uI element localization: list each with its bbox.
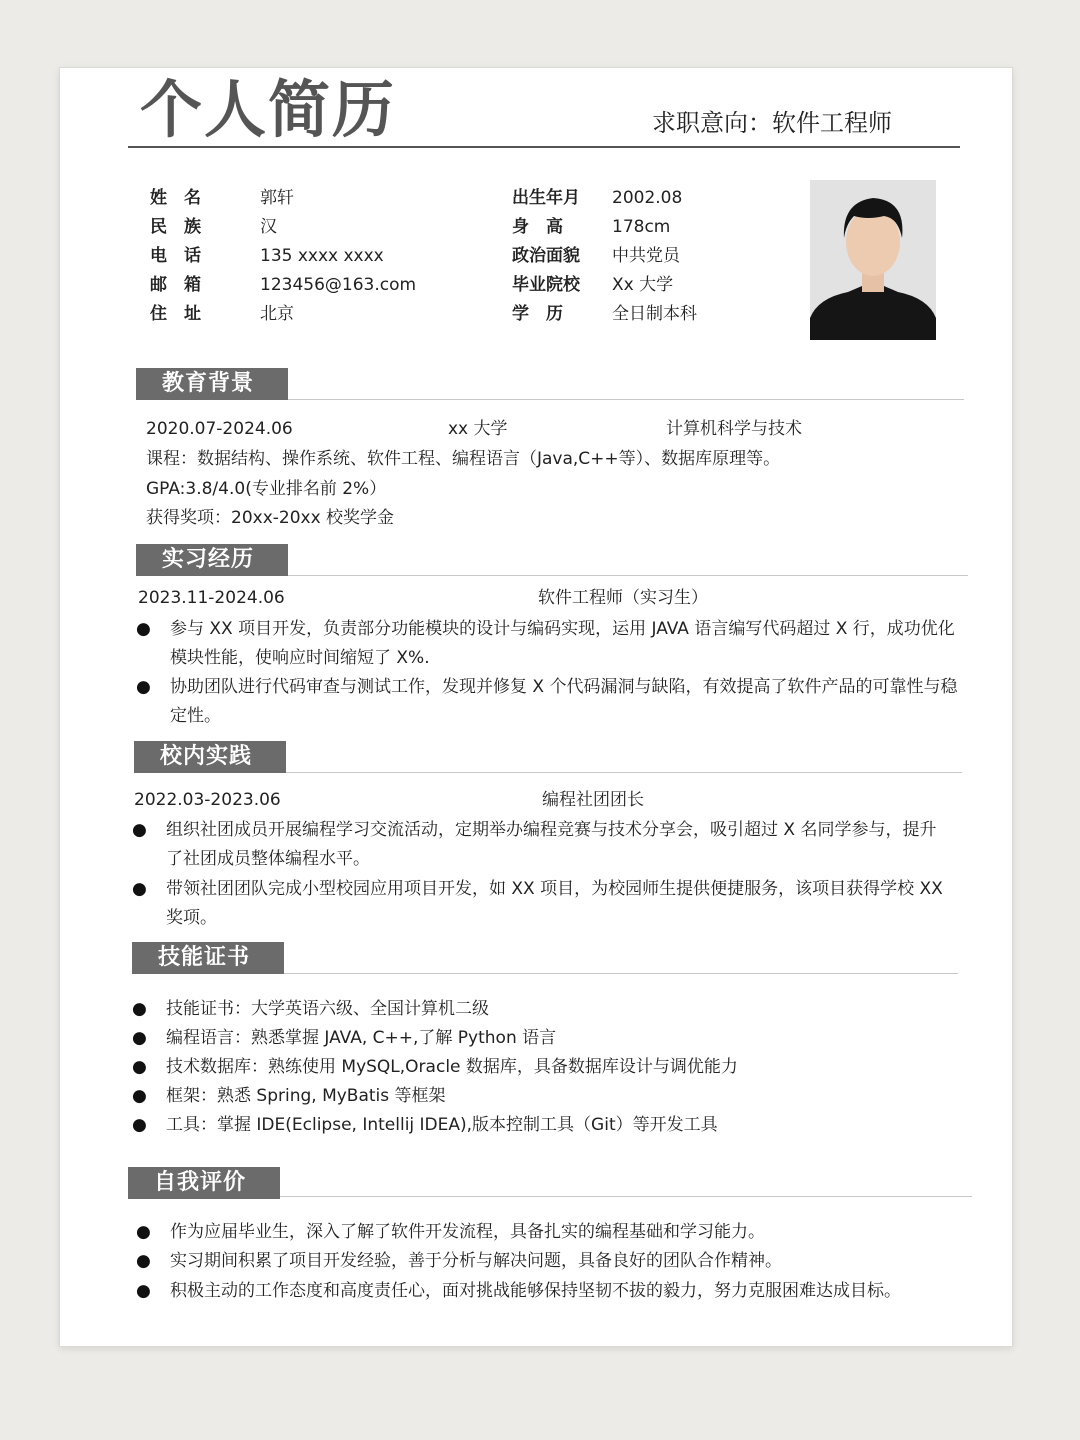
internship-bullet-2-line-2: 定性。 [170,706,221,726]
title-divider [128,146,960,148]
skill-item-languages: 编程语言：熟悉掌握 JAVA, C++,了解 Python 语言 [166,1028,557,1048]
section-heading-education: 教育背景 [136,368,288,400]
info-value-name: 郭轩 [260,188,294,208]
internship-role: 软件工程师（实习生） [538,588,708,608]
section-rule-self-evaluation [280,1196,972,1197]
info-value-political: 中共党员 [612,246,680,266]
bullet-icon: ● [136,1251,151,1271]
internship-period: 2023.11-2024.06 [138,588,285,608]
self-eval-item-1: 作为应届毕业生，深入了解了软件开发流程，具备扎实的编程基础和学习能力。 [170,1222,765,1242]
self-eval-item-3: 积极主动的工作态度和高度责任心，面对挑战能够保持坚韧不拔的毅力，努力克服困难达成目标。 [170,1281,901,1301]
info-value-height: 178cm [612,217,671,237]
skill-item-certificates: 技能证书：大学英语六级、全国计算机二级 [166,999,489,1019]
info-label-address: 住 址 [150,304,201,324]
education-gpa: GPA:3.8/4.0(专业排名前 2%） [146,479,387,499]
bullet-icon: ● [132,1057,147,1077]
section-rule-internship [288,575,968,576]
campus-bullet-2-line-2: 奖项。 [166,908,217,928]
section-rule-education [288,399,964,400]
info-value-address: 北京 [260,304,294,324]
education-awards: 获得奖项：20xx-20xx 校奖学金 [146,508,395,528]
bullet-icon: ● [132,1086,147,1106]
campus-bullet-2-line-1: 带领社团团队完成小型校园应用项目开发，如 XX 项目，为校园师生提供便捷服务，该项目获得学校 XX [166,879,943,899]
campus-bullet-1-line-1: 组织社团成员开展编程学习交流活动，定期举办编程竞赛与技术分享会，吸引超过 X 名同学参与，提升 [166,820,937,840]
education-school: xx 大学 [448,419,508,439]
resume-page [60,68,1012,1346]
internship-bullet-2-line-1: 协助团队进行代码审查与测试工作，发现并修复 X 个代码漏洞与缺陷，有效提高了软件产品的可靠性与稳 [170,677,958,697]
skill-item-databases: 技术数据库：熟练使用 MySQL,Oracle 数据库，具备数据库设计与调优能力 [166,1057,738,1077]
section-heading-self-evaluation: 自我评价 [128,1167,280,1199]
section-heading-internship: 实习经历 [136,544,288,576]
skill-item-tools: 工具：掌握 IDE(Eclipse, Intellij IDEA),版本控制工具（Git）等开发工具 [166,1115,718,1135]
bullet-icon: ● [132,1115,147,1135]
bullet-icon: ● [132,1028,147,1048]
section-heading-campus: 校内实践 [134,741,286,773]
bullet-icon: ● [136,1281,151,1301]
internship-bullet-1-line-2: 模块性能，使响应时间缩短了 X%. [170,648,430,668]
info-label-phone: 电 话 [150,246,201,266]
info-value-birth: 2002.08 [612,188,683,208]
info-value-ethnicity: 汉 [260,217,277,237]
campus-period: 2022.03-2023.06 [134,790,281,810]
info-label-birth: 出生年月 [512,188,580,208]
bullet-icon: ● [132,879,147,899]
bullet-icon: ● [132,999,147,1019]
job-intent: 求职意向：软件工程师 [652,109,892,137]
education-period: 2020.07-2024.06 [146,419,293,439]
section-heading-skills: 技能证书 [132,942,284,974]
section-rule-skills [284,973,958,974]
info-label-name: 姓 名 [150,188,201,208]
skill-item-frameworks: 框架：熟悉 Spring, MyBatis 等框架 [166,1086,446,1106]
info-value-phone: 135 xxxx xxxx [260,246,384,266]
bullet-icon: ● [136,619,151,639]
info-value-email: 123456@163.com [260,275,417,295]
info-label-school: 毕业院校 [512,275,580,295]
bullet-icon: ● [132,820,147,840]
campus-role: 编程社团团长 [542,790,644,810]
info-label-political: 政治面貌 [512,246,580,266]
person-silhouette-icon [810,180,936,340]
section-rule-campus [286,772,962,773]
bullet-icon: ● [136,1222,151,1242]
info-value-school: Xx 大学 [612,275,674,295]
education-courses: 课程：数据结构、操作系统、软件工程、编程语言（Java,C++等）、数据库原理等。 [146,449,781,469]
education-major: 计算机科学与技术 [666,419,802,439]
info-label-degree: 学 历 [512,304,563,324]
resume-title: 个人简历 [140,73,397,146]
info-label-email: 邮 箱 [150,275,201,295]
internship-bullet-1-line-1: 参与 XX 项目开发，负责部分功能模块的设计与编码实现，运用 JAVA 语言编写代码超过 X 行，成功优化 [170,619,955,639]
self-eval-item-2: 实习期间积累了项目开发经验，善于分析与解决问题，具备良好的团队合作精神。 [170,1251,782,1271]
bullet-icon: ● [136,677,151,697]
info-label-ethnicity: 民 族 [150,217,201,237]
profile-photo [810,180,936,340]
campus-bullet-1-line-2: 了社团成员整体编程水平。 [166,849,370,869]
info-label-height: 身 高 [512,217,563,237]
info-value-degree: 全日制本科 [612,304,697,324]
